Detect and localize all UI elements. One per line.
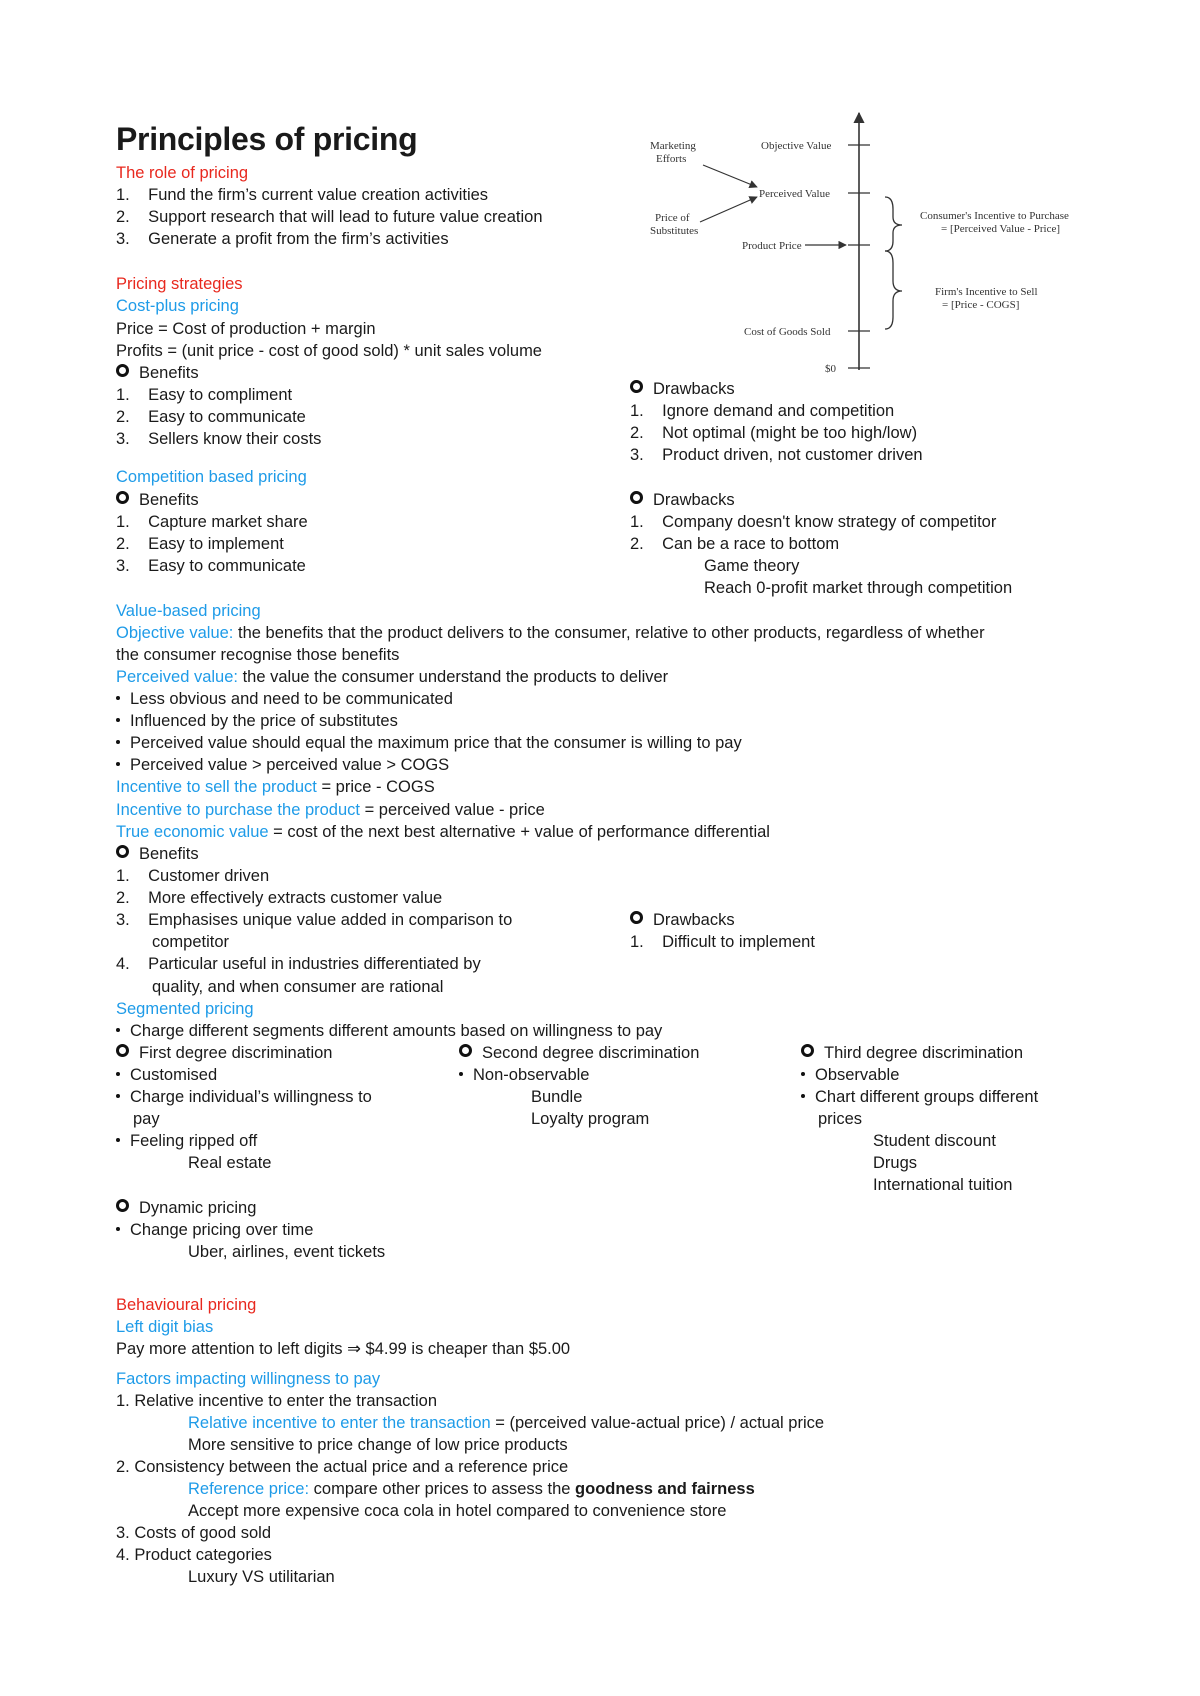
bullet-dot-icon [801, 1072, 805, 1076]
left-digit-text: Pay more attention to left digits ⇒ $4.99 is cheaper than $5.00 [116, 1340, 571, 1358]
factor-1-note: More sensitive to price change of low price products [188, 1436, 568, 1454]
substitutes-arrow [700, 197, 757, 222]
second-degree-ex1: Bundle [531, 1088, 583, 1106]
second-degree-ex2: Loyalty program [531, 1110, 650, 1128]
competition-drawbacks-label: Drawbacks [630, 490, 735, 510]
value-benefit-4-cont: quality, and when consumer are rational [152, 978, 444, 996]
role-item-1: 1. Fund the firm’s current value creation activities [116, 186, 489, 204]
bullet-dot-icon [801, 1094, 805, 1098]
label-perceived-value: Perceived Value [759, 188, 830, 200]
factors-heading: Factors impacting willingness to pay [116, 1370, 381, 1388]
first-degree-b3: Feeling ripped off [116, 1131, 257, 1151]
page-title: Principles of pricing [116, 121, 418, 157]
factor-2-note: Accept more expensive coca cola in hotel compared to convenience store [188, 1502, 727, 1520]
value-benefit-4: 4. Particular useful in industries differentiated by [116, 955, 481, 973]
dynamic-example: Uber, airlines, event tickets [188, 1243, 386, 1261]
second-degree-label: Second degree discrimination [459, 1043, 699, 1063]
ring-bullet-icon [630, 911, 643, 924]
value-benefit-3-cont: competitor [152, 933, 230, 951]
objective-value-line-2: the consumer recognise those benefits [116, 646, 400, 664]
third-degree-b1: Observable [801, 1065, 899, 1085]
label-substitutes: Substitutes [650, 225, 699, 237]
third-degree-ex3: International tuition [873, 1176, 1013, 1194]
cost-plus-drawback-3: 3. Product driven, not customer driven [630, 446, 923, 464]
marketing-arrow [703, 165, 757, 187]
role-item-2: 2. Support research that will lead to future value creation [116, 208, 543, 226]
consumer-brace [885, 197, 902, 251]
cost-plus-benefit-3: 3. Sellers know their costs [116, 430, 322, 448]
ring-bullet-icon [116, 1199, 129, 1212]
third-degree-b2-cont: prices [818, 1110, 863, 1128]
objective-value-line: Objective value: the benefits that the product delivers to the consumer, relative to other products, regardless of whether [116, 624, 985, 642]
competition-benefit-2: 2. Easy to implement [116, 535, 284, 553]
third-degree-b2: Chart different groups different [801, 1087, 1038, 1107]
value-benefit-3: 3. Emphasises unique value added in comparison to [116, 911, 513, 929]
label-firm-incentive: Firm's Incentive to Sell [935, 286, 1038, 298]
value-bullet-2: Influenced by the price of substitutes [116, 711, 398, 731]
factor-2: 2. Consistency between the actual price and a reference price [116, 1458, 569, 1476]
value-benefit-2: 2. More effectively extracts customer value [116, 889, 443, 907]
first-degree-b2-cont: pay [133, 1110, 160, 1128]
segmented-bullet: Charge different segments different amounts based on willingness to pay [116, 1021, 662, 1041]
cost-plus-benefits-label: Benefits [116, 363, 199, 383]
value-drawbacks-label: Drawbacks [630, 910, 735, 930]
factor-1-formula: Relative incentive to enter the transaction = (perceived value-actual price) / actual price [188, 1414, 825, 1432]
third-degree-ex1: Student discount [873, 1132, 996, 1150]
value-diagram [640, 105, 1100, 385]
ring-bullet-icon [116, 845, 129, 858]
first-degree-b1: Customised [116, 1065, 217, 1085]
factor-4-note: Luxury VS utilitarian [188, 1568, 335, 1586]
competition-benefits-label: Benefits [116, 490, 199, 510]
cost-plus-benefit-2: 2. Easy to communicate [116, 408, 306, 426]
label-cogs: Cost of Goods Sold [744, 326, 831, 338]
bullet-dot-icon [116, 1138, 120, 1142]
cost-plus-heading: Cost-plus pricing [116, 297, 239, 315]
second-degree-b1: Non-observable [459, 1065, 589, 1085]
factor-3: 3. Costs of good sold [116, 1524, 272, 1542]
label-efforts: Efforts [656, 153, 687, 165]
label-marketing: Marketing [650, 140, 696, 152]
bullet-dot-icon [116, 1072, 120, 1076]
first-degree-b2: Charge individual’s willingness to [116, 1087, 372, 1107]
cost-plus-drawbacks-label: Drawbacks [630, 379, 735, 399]
label-objective-value: Objective Value [761, 140, 832, 152]
bullet-dot-icon [116, 1094, 120, 1098]
cost-plus-drawback-2: 2. Not optimal (might be too high/low) [630, 424, 918, 442]
label-product-price: Product Price [742, 240, 802, 252]
cost-plus-benefit-1: 1. Easy to compliment [116, 386, 293, 404]
role-heading: The role of pricing [116, 164, 249, 182]
value-bullet-1: Less obvious and need to be communicated [116, 689, 453, 709]
dynamic-label: Dynamic pricing [116, 1198, 256, 1218]
role-item-3: 3. Generate a profit from the firm’s activities [116, 230, 449, 248]
behavioural-heading: Behavioural pricing [116, 1296, 257, 1314]
value-benefit-1: 1. Customer driven [116, 867, 270, 885]
bullet-dot-icon [116, 1028, 120, 1032]
third-degree-ex2: Drugs [873, 1154, 918, 1172]
value-based-heading: Value-based pricing [116, 602, 261, 620]
ring-bullet-icon [116, 364, 129, 377]
ring-bullet-icon [459, 1044, 472, 1057]
dynamic-b1: Change pricing over time [116, 1220, 313, 1240]
bullet-dot-icon [116, 718, 120, 722]
competition-sub-1: Game theory [704, 557, 800, 575]
bullet-dot-icon [116, 740, 120, 744]
competition-benefit-1: 1. Capture market share [116, 513, 308, 531]
label-consumer-incentive: Consumer's Incentive to Purchase [920, 210, 1069, 222]
factor-2-ref: Reference price: compare other prices to assess the goodness and fairness [188, 1480, 755, 1498]
perceived-value-line: Perceived value: the value the consumer understand the products to deliver [116, 668, 669, 686]
cost-plus-formula-2: Profits = (unit price - cost of good sold) * unit sales volume [116, 342, 542, 360]
ring-bullet-icon [116, 1044, 129, 1057]
bullet-dot-icon [116, 696, 120, 700]
strategies-heading: Pricing strategies [116, 275, 243, 293]
bullet-dot-icon [116, 762, 120, 766]
first-degree-example: Real estate [188, 1154, 272, 1172]
competition-drawback-1: 1. Company doesn't know strategy of competitor [630, 513, 997, 531]
ring-bullet-icon [116, 491, 129, 504]
value-bullet-4: Perceived value > perceived value > COGS [116, 755, 449, 775]
incentive-sell-line: Incentive to sell the product = price - COGS [116, 778, 435, 796]
label-consumer-formula: = [Perceived Value - Price] [941, 223, 1061, 235]
ring-bullet-icon [801, 1044, 814, 1057]
bullet-dot-icon [116, 1227, 120, 1231]
competition-sub-2: Reach 0-profit market through competition [704, 579, 1013, 597]
factor-1: 1. Relative incentive to enter the transaction [116, 1392, 438, 1410]
left-digit-heading: Left digit bias [116, 1318, 214, 1336]
firm-brace [885, 251, 902, 329]
third-degree-label: Third degree discrimination [801, 1043, 1023, 1063]
competition-heading: Competition based pricing [116, 468, 307, 486]
label-firm-formula: = [Price - COGS] [942, 299, 1020, 311]
incentive-purchase-line: Incentive to purchase the product = perceived value - price [116, 801, 545, 819]
ring-bullet-icon [630, 491, 643, 504]
factor-4: 4. Product categories [116, 1546, 272, 1564]
competition-drawback-2: 2. Can be a race to bottom [630, 535, 840, 553]
value-drawback-1: 1. Difficult to implement [630, 933, 815, 951]
label-zero: $0 [825, 363, 836, 375]
label-price-of: Price of [655, 212, 690, 224]
bullet-dot-icon [459, 1072, 463, 1076]
value-bullet-3: Perceived value should equal the maximum price that the consumer is willing to pay [116, 733, 742, 753]
cost-plus-formula-1: Price = Cost of production + margin [116, 320, 376, 338]
competition-benefit-3: 3. Easy to communicate [116, 557, 306, 575]
value-benefits-label: Benefits [116, 844, 199, 864]
cost-plus-drawback-1: 1. Ignore demand and competition [630, 402, 895, 420]
true-economic-value-line: True economic value = cost of the next best alternative + value of performance differential [116, 823, 770, 841]
first-degree-label: First degree discrimination [116, 1043, 333, 1063]
segmented-heading: Segmented pricing [116, 1000, 254, 1018]
